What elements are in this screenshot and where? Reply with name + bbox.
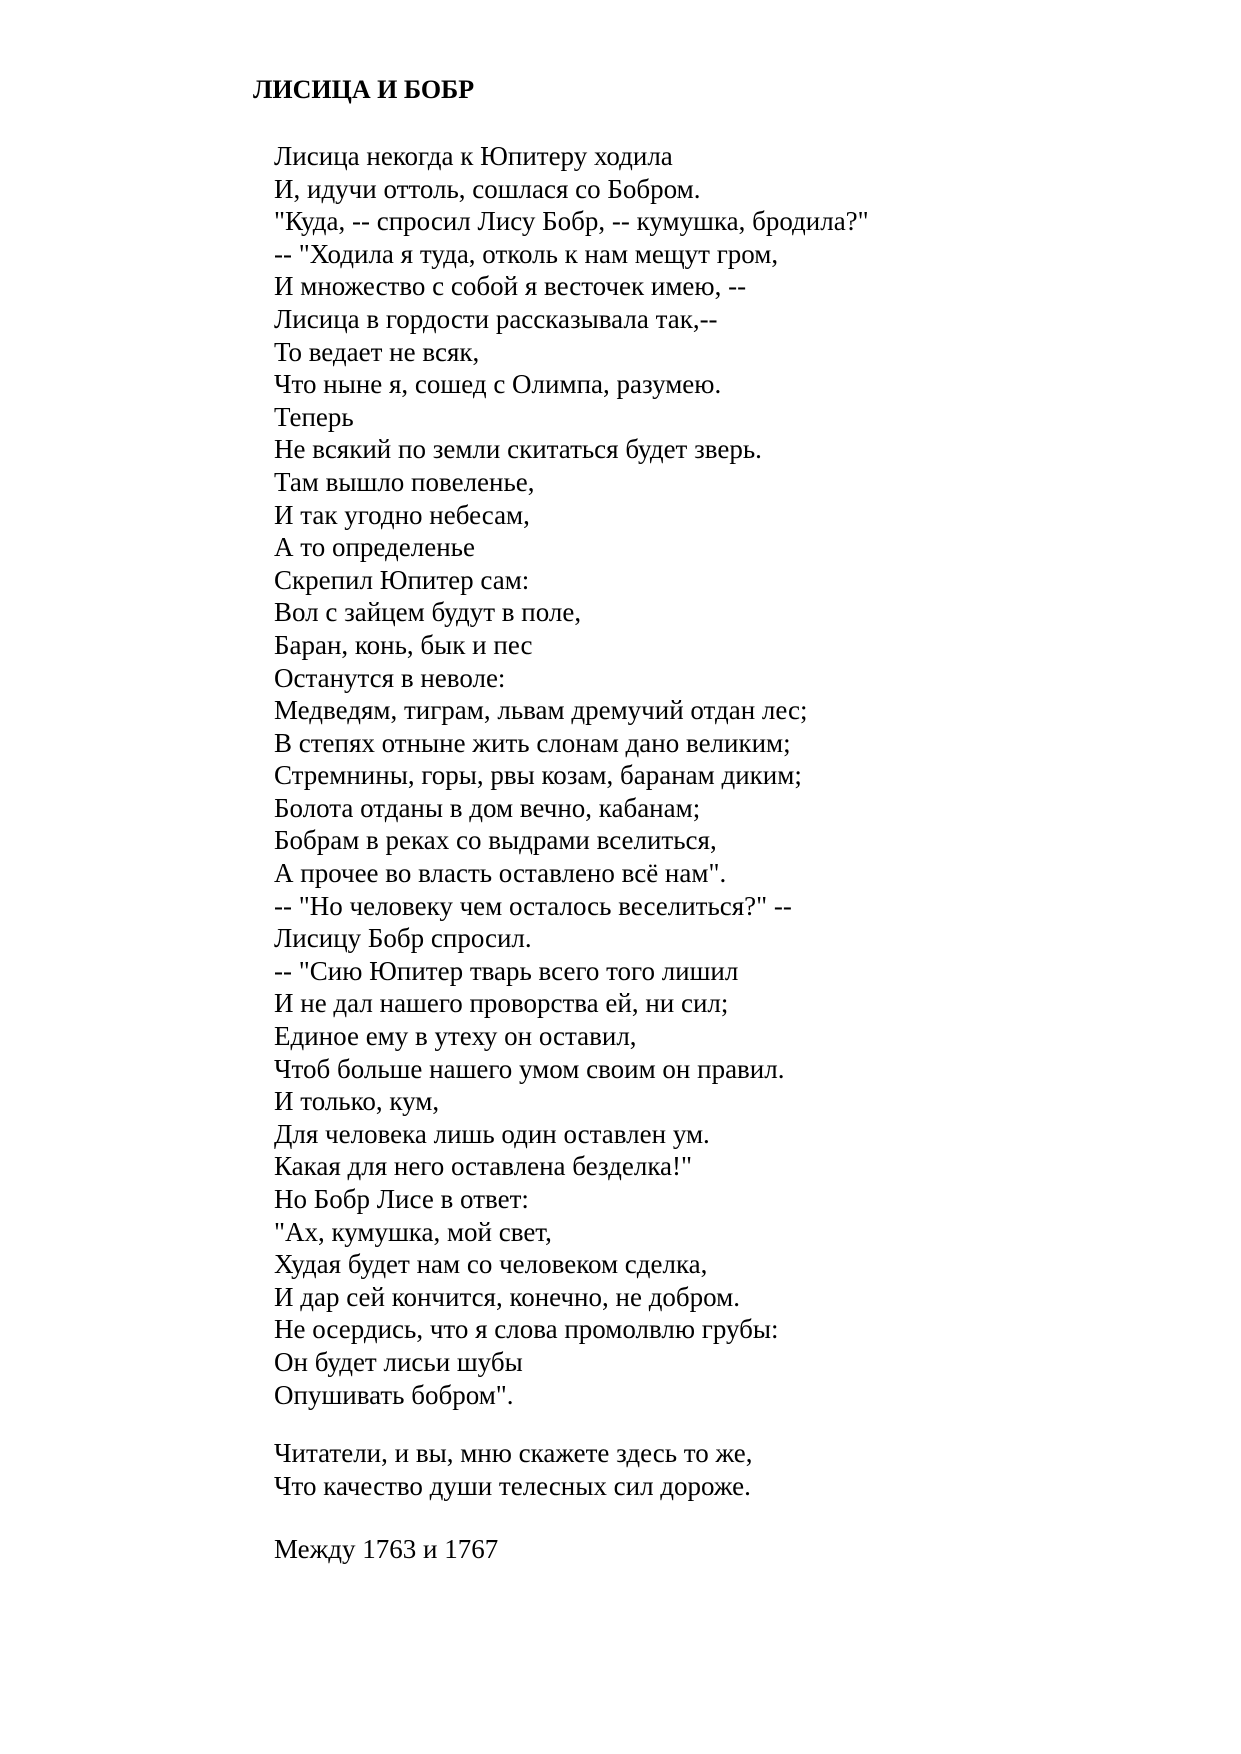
poem-line: Болота отданы в дом вечно, кабанам; <box>274 792 701 823</box>
poem-line: Но Бобр Лисе в ответ: <box>274 1184 529 1214</box>
poem-line: И только, кум, <box>274 1086 440 1117</box>
poem-line: Не всякий по земли скитаться будет зверь. <box>274 434 762 465</box>
poem-stanza-main <box>274 140 869 1411</box>
poem-line: -- "Ходила я туда, отколь к нам мещут гром, <box>274 238 779 269</box>
poem-line: Чтоб больше нашего умом своим он правил. <box>274 1053 785 1084</box>
poem-line: Лисицу Бобр спросил. <box>274 923 532 954</box>
poem-line: И дар сей кончится, конечно, не добром. <box>274 1281 740 1312</box>
poem-line: Не осердись, что я слова промолвлю грубы: <box>274 1314 779 1345</box>
poem-line: "Куда, -- спросил Лису Бобр, -- кумушка, бродила?" <box>274 206 869 237</box>
poem-line: Там вышло повеленье, <box>274 466 535 497</box>
poem-line: Он будет лисьи шубы <box>274 1346 523 1377</box>
poem-line: Лисица в гордости рассказывала так,-- <box>274 303 718 334</box>
poem-line: Что качество души телесных сил дороже. <box>274 1470 751 1501</box>
poem-line: Худая будет нам со человеком сделка, <box>274 1249 708 1280</box>
poem-line: Единое ему в утеху он оставил, <box>274 1021 637 1052</box>
poem-line: Вол с зайцем будут в поле, <box>274 597 582 628</box>
poem-title: ЛИСИЦА И БОБР <box>253 75 475 104</box>
poem-line: В степях отныне жить слонам дано великим; <box>274 727 791 758</box>
poem-stanza-moral <box>274 1437 753 1502</box>
poem-line: А то определенье <box>274 532 475 563</box>
poem-line: Читатели, и вы, мню скажете здесь то же, <box>274 1438 753 1468</box>
poem-line: Для человека лишь один оставлен ум. <box>274 1118 710 1149</box>
poem-line: Опушивать бобром". <box>274 1379 514 1410</box>
poem-line: -- "Сию Юпитер тварь всего того лишил <box>274 955 739 986</box>
poem-line: И множество с собой я весточек имею, -- <box>274 271 747 302</box>
poem-line: Лисица некогда к Юпитеру ходила <box>274 141 673 171</box>
poem-date <box>274 1533 498 1566</box>
poem-line: Теперь <box>274 401 354 432</box>
poem-line: Баран, конь, бык и пес <box>274 629 533 660</box>
poem-line: Что ныне я, сошед с Олимпа, разумею. <box>274 369 722 400</box>
poem-line: Останутся в неволе: <box>274 662 506 693</box>
poem-line: И так угодно небесам, <box>274 499 530 530</box>
poem-line: Какая для него оставлена безделка!" <box>274 1151 693 1182</box>
poem-line: "Ах, кумушка, мой свет, <box>274 1216 552 1247</box>
poem-line: Скрепил Юпитер сам: <box>274 564 530 595</box>
poem-line: И, идучи оттоль, сошлася со Бобром. <box>274 173 701 204</box>
poem-line: А прочее во власть оставлено всё нам". <box>274 858 727 889</box>
poem-line: -- "Но человеку чем осталось веселиться?" -- <box>274 890 792 921</box>
poem-line: Бобрам в реках со выдрами вселиться, <box>274 825 717 856</box>
poem-line: Медведям, тиграм, львам дремучий отдан лес; <box>274 695 808 726</box>
poem-line: И не дал нашего проворства ей, ни сил; <box>274 988 729 1019</box>
poem-line: То ведает не всяк, <box>274 336 480 367</box>
poem-line: Стремнины, горы, рвы козам, баранам диким; <box>274 760 802 791</box>
poem-line: Между 1763 и 1767 <box>274 1534 499 1564</box>
